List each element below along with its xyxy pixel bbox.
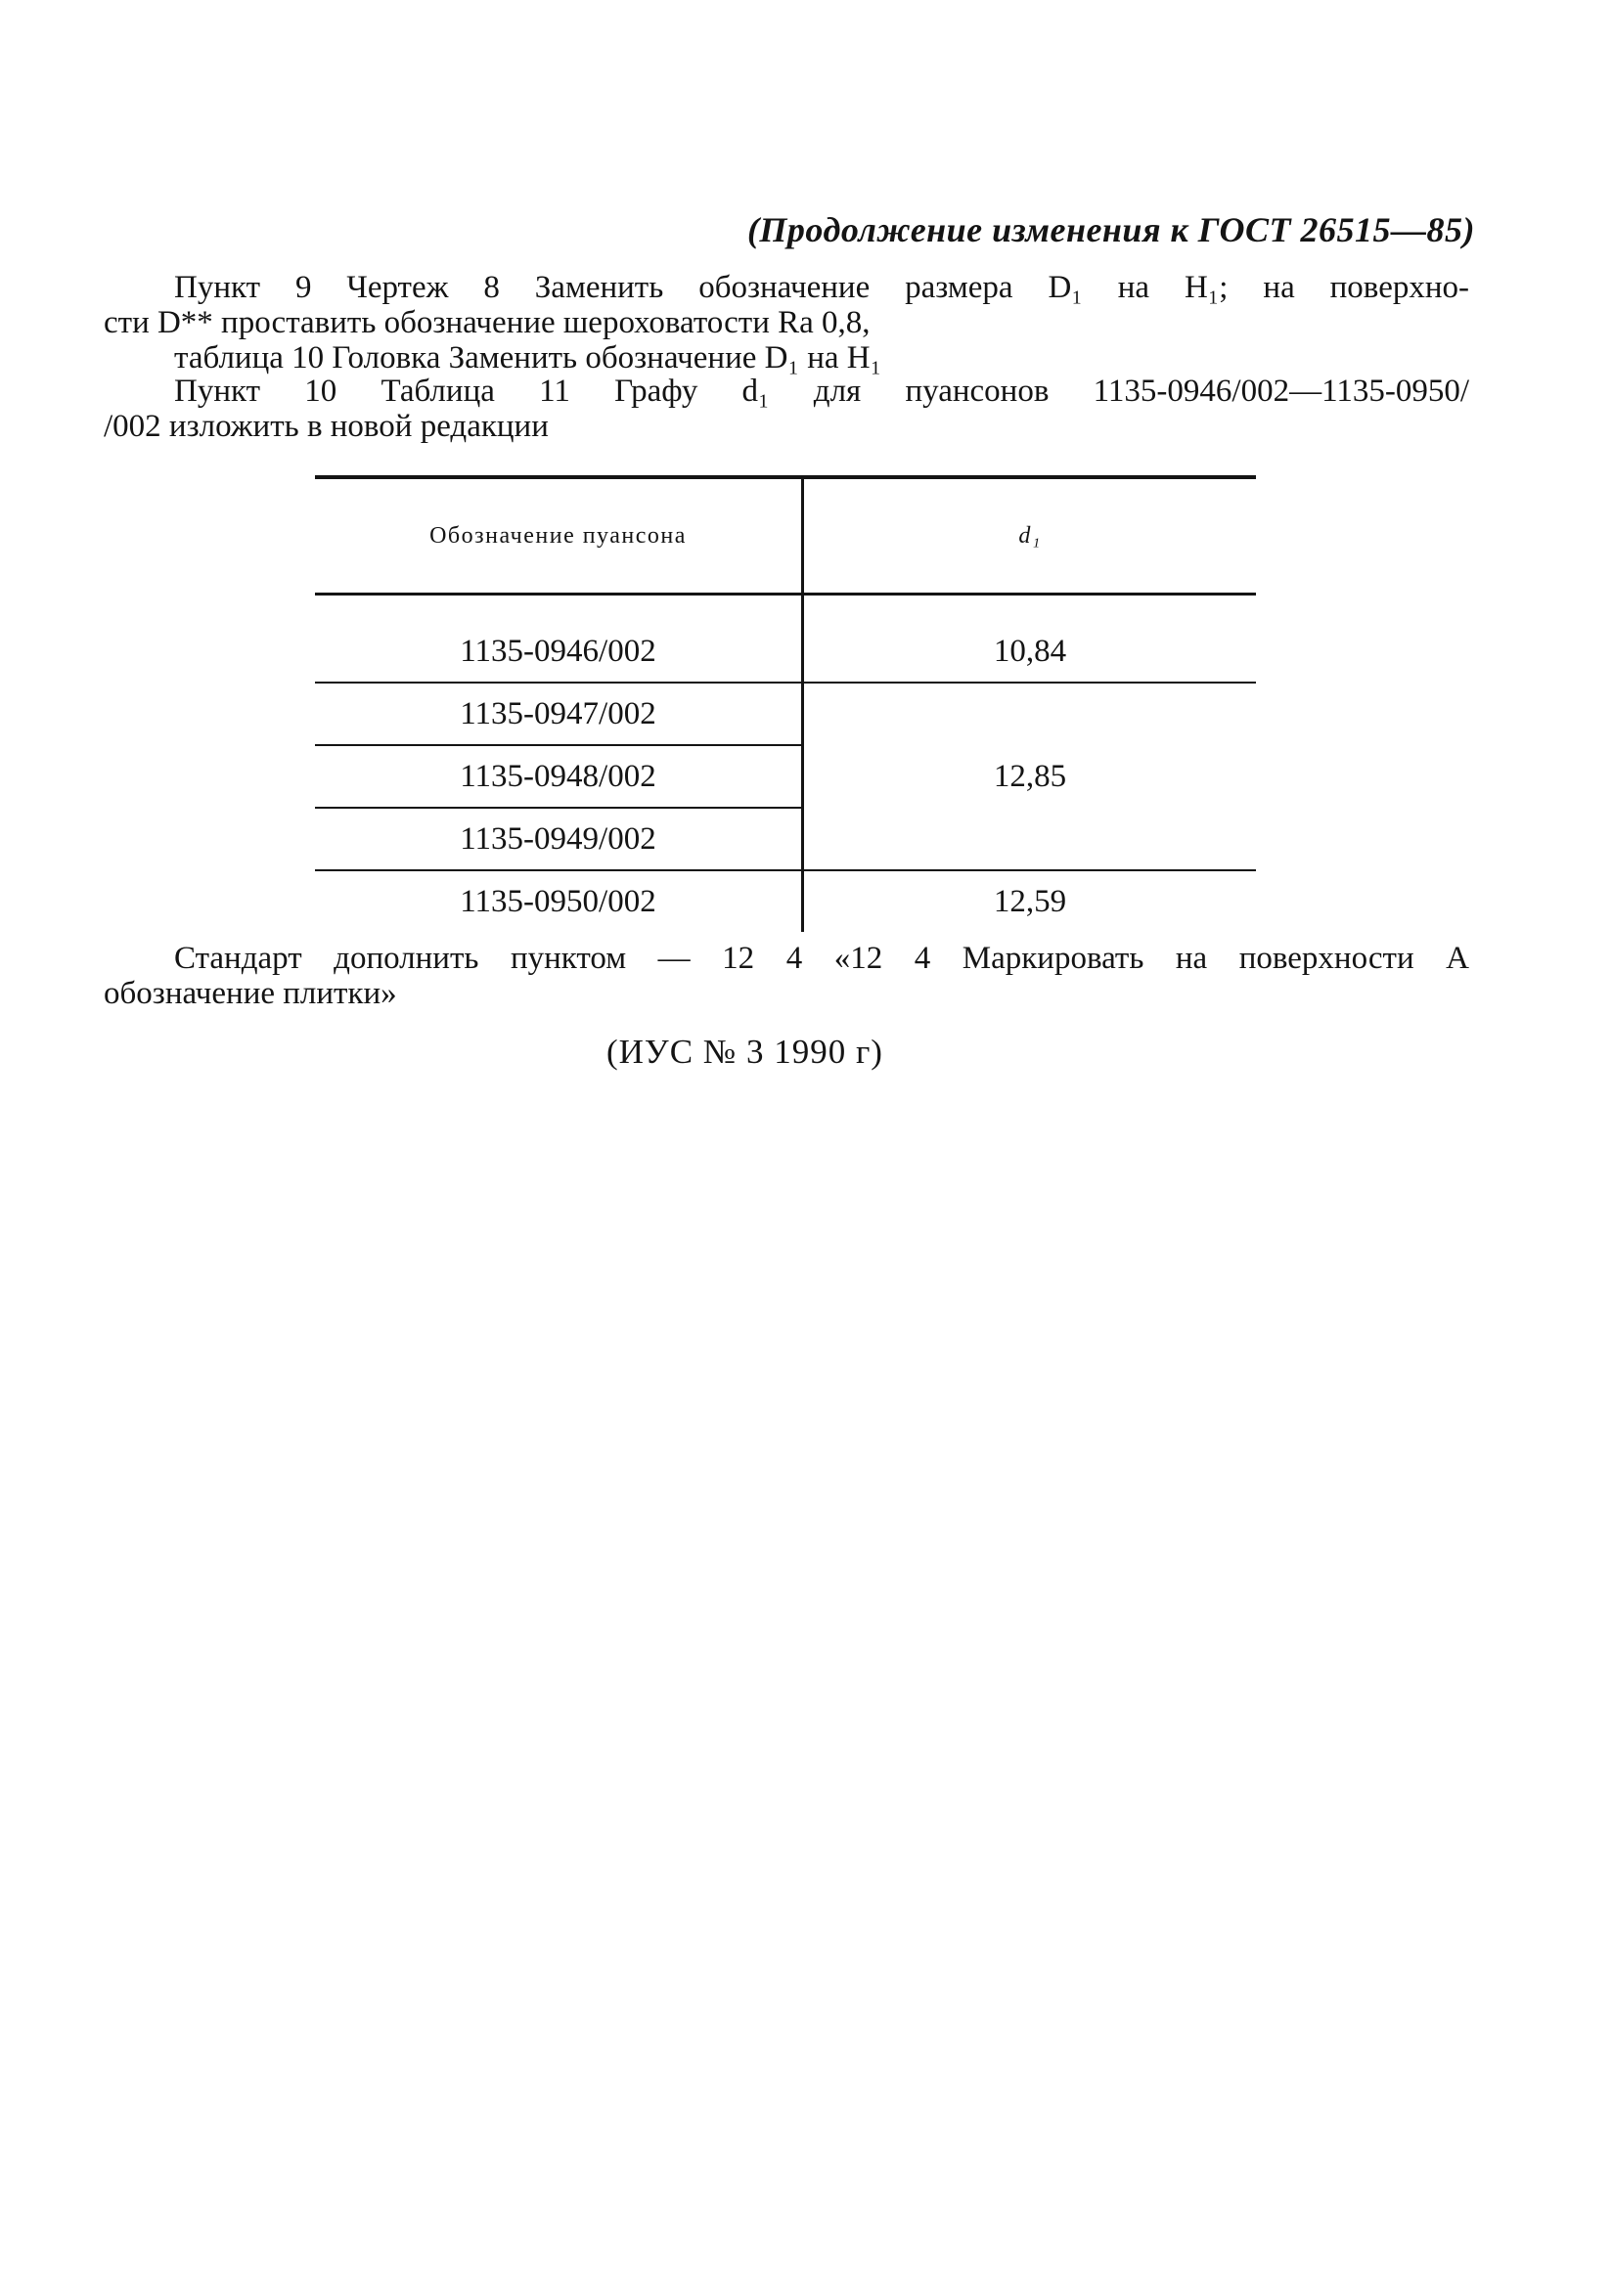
table-cell-value: 12,85 bbox=[993, 758, 1067, 794]
paragraph-2 bbox=[104, 374, 1469, 444]
table-cell-code: 1135-0948/002 bbox=[315, 745, 803, 808]
table-cell-value: 12,59 bbox=[803, 870, 1257, 932]
punch-table bbox=[315, 475, 1256, 932]
paragraph-3 bbox=[104, 941, 1469, 1011]
table-cell-code: 1135-0946/002 bbox=[315, 621, 803, 683]
paragraph-1-line-1: Пункт 9 Чертеж 8 Заменить обозначение размера D₁ на H₁; на поверхно- bbox=[174, 270, 1469, 305]
paragraph-1-line-3: таблица 10 Головка Заменить обозначение D₁ на H₁ bbox=[174, 340, 882, 375]
table-header-d1: d₁ bbox=[803, 477, 1257, 595]
paragraph-1-line-2: сти D** проставить обозначение шероховатости Ra 0,8, bbox=[104, 305, 871, 340]
paragraph-1 bbox=[104, 270, 1469, 375]
table-row bbox=[315, 683, 1256, 745]
table-header-punch: Обозначение пуансона bbox=[315, 477, 803, 595]
paragraph-3-line-2: обозначение плитки» bbox=[104, 976, 397, 1011]
table-row bbox=[315, 621, 1256, 683]
table-cell-code: 1135-0947/002 bbox=[315, 683, 803, 745]
document-header: (Продолжение изменения к ГОСТ 26515—85) bbox=[746, 210, 1475, 249]
source-reference: (ИУС № 3 1990 г) bbox=[606, 1033, 883, 1071]
table-cell-code: 1135-0950/002 bbox=[315, 870, 803, 932]
paragraph-2-line-1: Пункт 10 Таблица 11 Графу d₁ для пуансонов 1135-0946/002—1135-0950/ bbox=[174, 374, 1469, 409]
table-cell-code: 1135-0949/002 bbox=[315, 808, 803, 870]
paragraph-2-line-2: /002 изложить в новой редакции bbox=[104, 409, 549, 444]
paragraph-3-line-1: Стандарт дополнить пунктом — 12 4 «12 4 Маркировать на поверхности А bbox=[174, 941, 1469, 976]
table-row bbox=[315, 870, 1256, 932]
table-cell-value: 10,84 bbox=[803, 621, 1257, 683]
